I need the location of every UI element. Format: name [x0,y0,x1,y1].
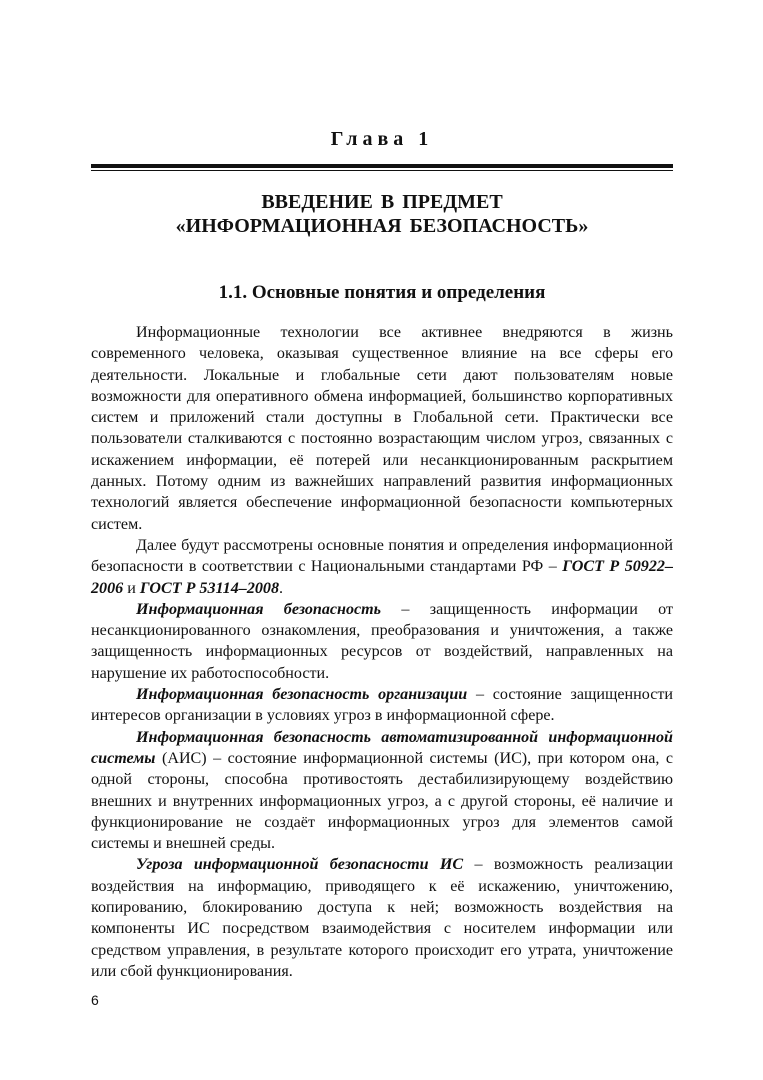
chapter-title [91,190,673,238]
paragraph-standards [91,535,673,599]
chapter-rule-thick [91,164,673,168]
standards-end: . [279,579,284,597]
term-org-security: Информационная безопасность организации [136,686,468,704]
standards-text: Далее будут рассмотрены основные понятия и определения информационной безопасности в соответствии с Национальными стандартами РФ – [91,536,673,576]
standards-and: и [123,579,140,597]
chapter-title-line-2: «ИНФОРМАЦИОННАЯ БЕЗОПАСНОСТЬ» [175,215,589,237]
definition-text: – состояние защищенности интересов организации в условиях угроз в информационной сфере. [91,686,673,725]
chapter-label: Глава 1 [330,128,434,150]
body-text [91,322,673,982]
term-is-threat: Угроза информационной безопасности ИС [136,856,464,874]
term-info-security: Информационная безопасность [136,600,382,618]
definition-text: – защищенность информации от несанкционированного ознакомления, преобразования и уничтожения, а также защищенность информационных ресурсов от воздействий, направленных на нарушение их работоспособности. [91,600,673,682]
section-title: 1.1. Основные понятия и определения [218,282,546,303]
definition-text: – возможность реализации воздействия на информацию, приводящего к её искажению, уничтожению, копированию, блокированию доступа к ней; возможность воздействия на компоненты ИС посредством взаимодействия с носителем информации или средством управления, в результате которого происходит его утрата, уничтожение или сбой функционирования. [91,856,674,980]
chapter-rule-thin [91,170,673,171]
definition-is-threat [91,854,673,982]
definition-ais-security [91,727,673,855]
term-ais-security: Информационная безопасность автоматизированной информационной системы [91,728,673,767]
standard-gost-53114: ГОСТ Р 53114–2008 [139,579,280,597]
standard-gost-50922: ГОСТ Р 50922–2006 [91,558,673,597]
chapter-title-line-1: ВВЕДЕНИЕ В ПРЕДМЕТ [261,191,503,213]
paragraph-intro: Информационные технологии все активнее внедряются в жизнь современного человека, оказывая существенное влияние на все сферы его деятельности. Локальные и глобальные сети дают пользователям новые возможности для оперативного обмена информацией, большинство корпоративных систем и приложений стали доступны в Глобальной сети. Практически все пользователи сталкиваются с постоянно возрастающим числом угроз, связанных с искажением информации, её потерей или несанкционированным раскрытием данных. Потому одним из важнейших направлений развития информационных технологий является обеспечение информационной безопасности компьютерных систем. [91,324,673,533]
definition-org-security [91,684,673,727]
definition-text: (АИС) – состояние информационной системы (ИС), при котором она, с одной стороны, способна противостоять дестабилизирующему воздействию внешних и внутренних информационных угроз, а с другой стороны, её наличие и функционирование не создаёт информационных угроз для элементов самой системы и внешней среды. [91,749,673,853]
page-number: 6 [91,992,99,1008]
definition-info-security [91,599,673,684]
